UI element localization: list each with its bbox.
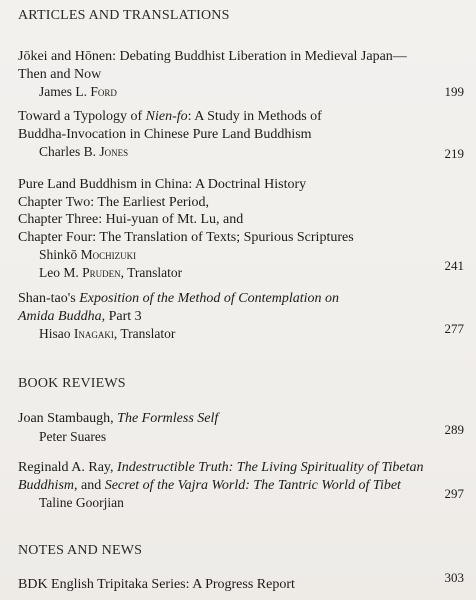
toc-entry-nien-fo-typology [18,108,464,161]
entry-title-line: Shan-tao's Exposition of the Method of Contemplation on [18,291,340,306]
entry-page-number: 199 [444,84,464,99]
entry-author: Shinkō Mochizuki [39,247,137,262]
entry-page-number: 219 [444,146,464,161]
entry-title-line: Joan Stambaugh, The Formless Self [18,411,219,426]
toc-entry-indestructible-truth-review [18,459,464,512]
section-heading-articles: ARTICLES AND TRANSLATIONS [18,8,230,23]
entry-author: James L. Ford [39,84,117,99]
toc-entry-jokei-honen [18,48,464,101]
entry-title-line: Pure Land Buddhism in China: A Doctrinal History [18,177,307,192]
entry-reviewer: Taline Goorjian [39,495,124,510]
entry-title-line: Jōkei and Hōnen: Debating Buddhist Liberation in Medieval Japan— [18,49,407,64]
entry-title-line: BDK English Tripitaka Series: A Progress Report [18,577,295,592]
entry-author: Charles B. Jones [39,144,129,159]
entry-title-line: Buddha-Invocation in Chinese Pure Land Buddhism [18,126,312,142]
toc-entry-formless-self-review [18,410,464,445]
toc-entry-shan-tao-exposition [18,290,464,343]
entry-title-line: Chapter Two: The Earliest Period, [18,194,209,210]
entry-page-number: 297 [444,486,464,501]
entry-title-line: Reginald A. Ray, Indestructible Truth: The Living Spirituality of Tibetan [18,460,424,475]
entry-reviewer: Peter Suares [39,428,107,444]
toc-entry-pure-land-china [18,176,464,281]
toc-entry-bdk-progress-report [18,576,464,594]
entry-page-number: 277 [444,321,464,336]
entry-title-line: Chapter Four: The Translation of Texts; Spurious Scriptures [18,229,354,245]
entry-page-number: 303 [444,570,464,585]
entry-title-line: Chapter Three: Hui-yuan of Mt. Lu, and [18,212,244,227]
entry-title-line: Buddhism, and Secret of the Vajra World: The Tantric World of Tibet [18,477,401,493]
section-heading-notes-news: NOTES AND NEWS [18,543,143,558]
entry-page-number: 289 [444,422,464,437]
entry-title-line: Amida Buddha, Part 3 [18,308,142,324]
entry-title-line: Toward a Typology of Nien-fo: A Study in Methods of [18,109,322,124]
section-heading-book-reviews: BOOK REVIEWS [18,376,126,391]
entry-page-number: 241 [444,258,464,273]
entry-title-line: Then and Now [18,66,102,82]
entry-author: Hisao Inagaki, Translator [39,326,176,341]
entry-author: Leo M. Pruden, Translator [39,264,183,280]
